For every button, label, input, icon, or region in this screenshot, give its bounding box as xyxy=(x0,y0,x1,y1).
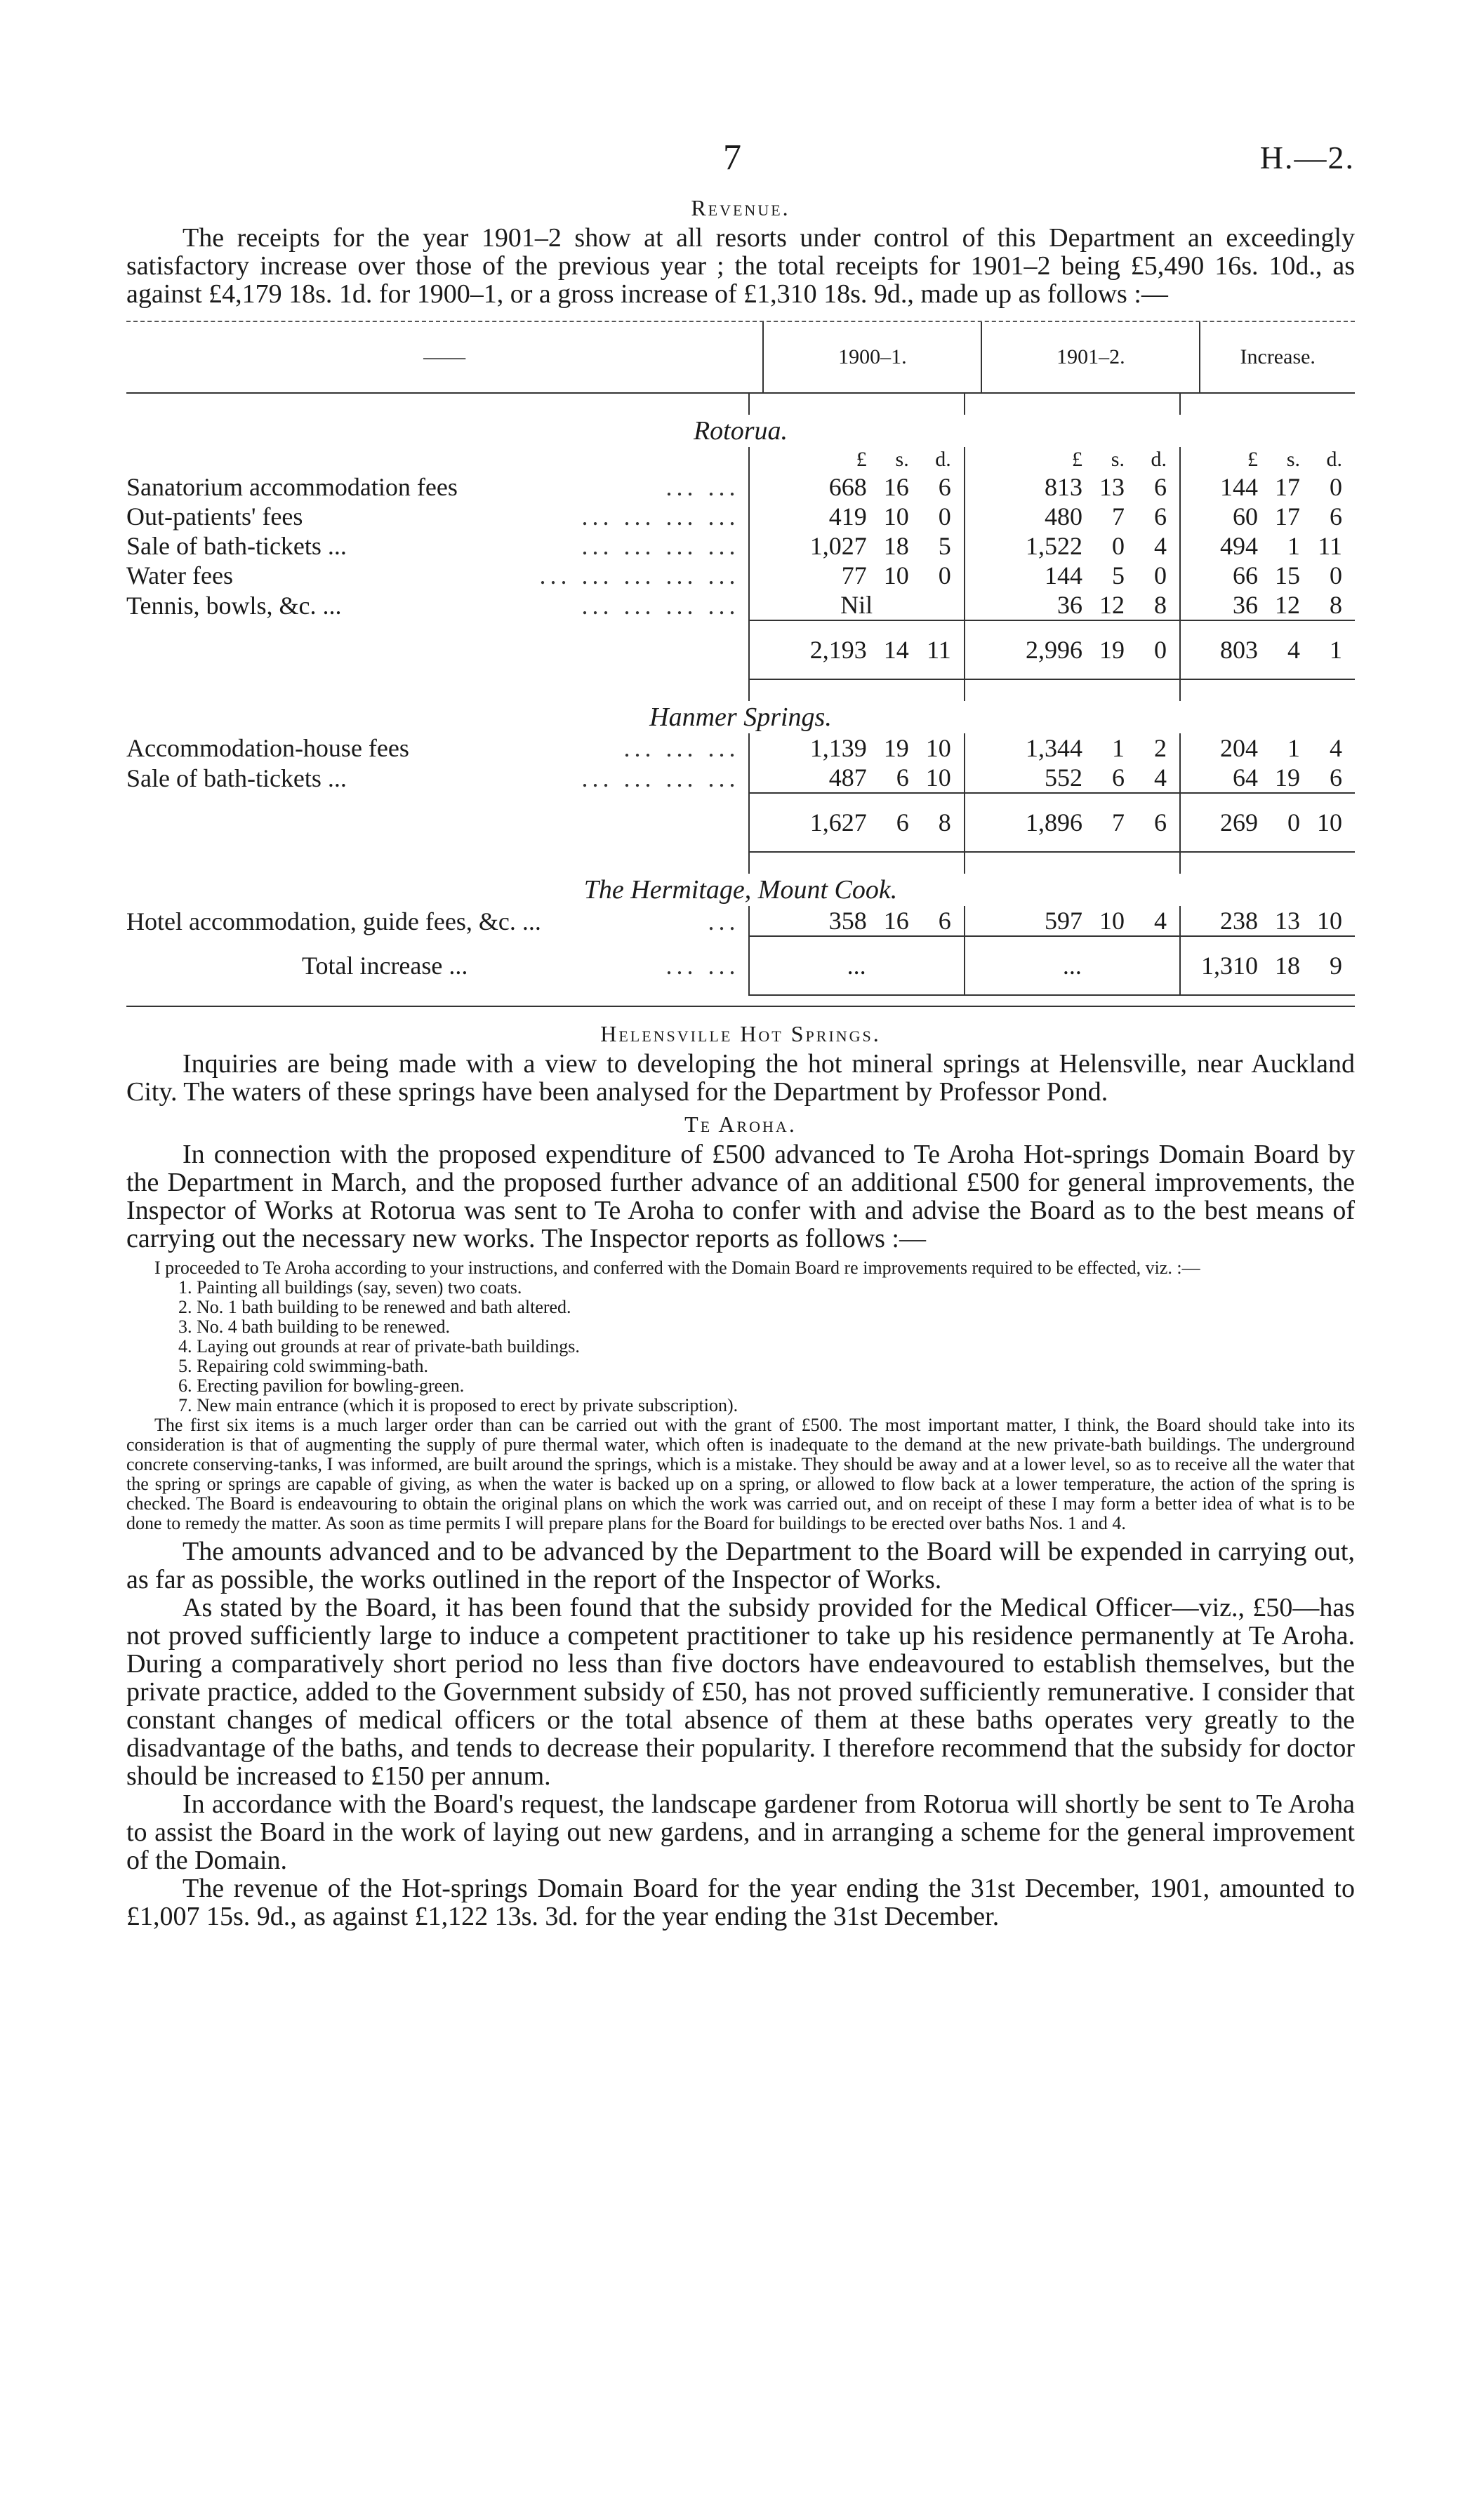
pence: 6 xyxy=(1330,764,1342,792)
amount-nil: Nil xyxy=(749,590,965,620)
row-label-text: Accommodation-house fees xyxy=(126,734,409,762)
amount xyxy=(1181,472,1355,502)
row-label xyxy=(126,763,749,793)
shillings: 16 xyxy=(883,907,909,935)
amount xyxy=(1181,733,1355,763)
header-increase: Increase. xyxy=(1200,322,1355,393)
unit-label: s. xyxy=(1286,448,1300,471)
table-row xyxy=(126,763,1355,793)
report-item: 7. New main entrance (which it is proposed to erect by private subscription). xyxy=(197,1396,1355,1415)
row-label xyxy=(126,733,749,763)
row-label-text: Sale of bath-tickets ... xyxy=(126,764,347,792)
amount xyxy=(750,635,964,665)
unit-label: s. xyxy=(1111,448,1125,471)
shillings: 7 xyxy=(1111,808,1125,836)
pence: 10 xyxy=(1317,907,1342,935)
pounds: 1,139 xyxy=(809,734,867,762)
subtotal-row xyxy=(126,793,1355,852)
pounds: 1,310 xyxy=(1201,952,1258,980)
group-title-row xyxy=(126,415,1355,447)
amount xyxy=(1181,906,1355,935)
pence: 0 xyxy=(1153,636,1167,664)
revenue-table-wrap xyxy=(126,321,1355,1007)
unit-label: £ xyxy=(1071,448,1082,471)
revenue-table-body xyxy=(126,394,1355,996)
pence: 9 xyxy=(1330,952,1342,980)
row-label-text: Out-patients' fees xyxy=(126,502,303,531)
shillings: 4 xyxy=(1287,636,1300,664)
dot-leader: ... ... xyxy=(665,952,740,980)
shillings: 12 xyxy=(1275,591,1300,619)
amount xyxy=(1181,531,1355,561)
amount xyxy=(965,906,1179,935)
shillings: 19 xyxy=(1099,636,1125,664)
shillings: 6 xyxy=(1111,764,1125,792)
shillings: 13 xyxy=(1275,907,1300,935)
empty-cell xyxy=(1180,852,1355,874)
group-title-row xyxy=(126,701,1355,733)
amount xyxy=(965,531,1179,561)
dot-leader: ... ... ... ... xyxy=(581,764,740,792)
report-body: The first six items is a much larger order than can be carried out with the grant of £500. The most important matter, I think, the Board should take into its consideration is that of augmenting the supply of pure thermal water, which often is inadequate to the demand at the new private-bath buildings. The underground concrete conserving-tanks, I was informed, are built around the springs, which is a mistake. They should be away and at a lower level, so as to receive all the water that the spring or springs are capable of giving, as when the water is backed up on a spring, or allowed to flow back at a lower temperature, the action of the spring is checked. The Board is endeavouring to obtain the original plans on which the work was carried out, and on receipt of these I may form a better idea of what is to be done to remedy the matter. As soon as time permits I will prepare plans for the Board for buildings to be erected over baths Nos. 1 and 4. xyxy=(126,1415,1355,1533)
group-title-row xyxy=(126,874,1355,906)
amount xyxy=(965,502,1179,531)
pounds: 144 xyxy=(1220,473,1258,501)
pence: 6 xyxy=(1153,473,1167,501)
page-header xyxy=(126,126,1355,189)
table-header-row xyxy=(126,322,1355,393)
row-label xyxy=(126,472,749,502)
amount xyxy=(1181,561,1355,590)
helensville-text: Inquiries are being made with a view to developing the hot mineral springs at Helensville, near Auckland City. The waters of these springs have been analysed for the Department by Professor Pond. xyxy=(126,1049,1355,1107)
table-row xyxy=(126,906,1355,936)
pence: 4 xyxy=(1330,734,1342,762)
empty-cell xyxy=(1180,394,1355,415)
pence: 6 xyxy=(1153,502,1167,531)
empty-cell xyxy=(1180,679,1355,701)
pence: 5 xyxy=(938,532,951,560)
dot-leader: ... ... ... ... xyxy=(581,591,740,620)
pence: 0 xyxy=(1330,561,1342,589)
te-aroha-paragraph: In accordance with the Board's request, the landscape gardener from Rotorua will shortly be sent to Te Aroha to assist the Board in the work of laying out new gardens, and in arranging a scheme for the general improvement of the Domain. xyxy=(126,1789,1355,1875)
header-1901: 1901–2. xyxy=(981,322,1200,393)
shillings: 7 xyxy=(1111,502,1125,531)
amount xyxy=(965,561,1179,590)
empty-cell xyxy=(749,394,965,415)
units-cell xyxy=(749,447,965,472)
unit-label: d. xyxy=(1326,448,1342,471)
shillings: 19 xyxy=(883,734,909,762)
amount xyxy=(965,472,1179,502)
empty-cell xyxy=(965,679,1180,701)
pounds: 552 xyxy=(1044,764,1082,792)
shillings: 10 xyxy=(1099,907,1125,935)
table-row xyxy=(126,590,1355,620)
pence: 8 xyxy=(1153,591,1167,619)
pence: 0 xyxy=(938,502,951,531)
pounds: 269 xyxy=(1220,808,1258,836)
row-label-text: Water fees xyxy=(126,561,233,589)
pence: 6 xyxy=(938,907,951,935)
shillings: 1 xyxy=(1287,734,1300,762)
inspector-report xyxy=(126,1258,1355,1533)
row-label-text: Total increase ... xyxy=(302,952,468,980)
report-intro: I proceeded to Te Aroha according to your instructions, and conferred with the Domain Board re improvements required to be effected, viz. :— xyxy=(154,1258,1200,1278)
empty-cell xyxy=(749,679,965,701)
te-aroha-paragraph: The amounts advanced and to be advanced by the Department to the Board will be expended in carrying out, as far as possible, the works outlined in the report of the Inspector of Works. xyxy=(126,1537,1355,1594)
pence: 6 xyxy=(1153,808,1167,836)
row-label-text: Sanatorium accommodation fees xyxy=(126,473,458,501)
amount xyxy=(1181,590,1355,620)
section-title-te-aroha: Te Aroha. xyxy=(684,1112,797,1137)
pounds: 419 xyxy=(828,502,867,531)
grand-total-row xyxy=(126,936,1355,995)
row-label-text: Tennis, bowls, &c. ... xyxy=(126,591,342,620)
amount xyxy=(965,590,1179,620)
pounds: 144 xyxy=(1044,561,1082,589)
pounds: 64 xyxy=(1233,764,1258,792)
row-label xyxy=(126,936,749,995)
amount xyxy=(750,472,964,502)
table-row xyxy=(126,561,1355,590)
revenue-intro: The receipts for the year 1901–2 show at all resorts under control of this Department an exceedingly satisfactory increase over those of the previous year ; the total receipts for 1901–2 being £5,490 16s. 10d., as against £4,179 18s. 1d. for 1900–1, or a gross increase of £1,310 18s. 9d., made up as follows :— xyxy=(126,223,1355,309)
report-items-list xyxy=(126,1278,1355,1415)
pence: 6 xyxy=(938,473,951,501)
spacer-row xyxy=(126,679,1355,701)
amount xyxy=(1181,635,1355,665)
unit-label: s. xyxy=(895,448,909,471)
page xyxy=(126,126,1355,1931)
amount xyxy=(1181,502,1355,531)
pence: 8 xyxy=(1330,591,1342,619)
dot-leader: ... ... ... ... ... xyxy=(539,561,740,589)
pence: 10 xyxy=(925,764,951,792)
dot-leader: ... ... ... ... xyxy=(581,532,740,560)
pence: 8 xyxy=(938,808,951,836)
units-cell xyxy=(965,447,1180,472)
document-reference: H.—2. xyxy=(1259,140,1355,175)
table-row xyxy=(126,472,1355,502)
header-label-col: —— xyxy=(126,322,763,393)
pounds: 480 xyxy=(1044,502,1082,531)
pounds: 1,896 xyxy=(1025,808,1082,836)
pounds: 36 xyxy=(1233,591,1258,619)
empty-cell xyxy=(749,852,965,874)
pence: 10 xyxy=(1317,808,1342,836)
units-cell xyxy=(1180,447,1355,472)
group-title: Rotorua. xyxy=(693,416,788,446)
amount xyxy=(1181,763,1355,792)
amount xyxy=(965,763,1179,792)
pounds: 487 xyxy=(828,764,867,792)
pence: 6 xyxy=(1330,502,1342,531)
pence: 4 xyxy=(1153,532,1167,560)
pence: 2 xyxy=(1153,734,1167,762)
amount xyxy=(750,808,964,837)
row-label xyxy=(126,906,749,936)
pounds: 1,522 xyxy=(1025,532,1082,560)
spacer-row xyxy=(126,394,1355,415)
shillings: 18 xyxy=(883,532,909,560)
pounds: 204 xyxy=(1220,734,1258,762)
pounds: 668 xyxy=(828,473,867,501)
unit-label: £ xyxy=(856,448,867,471)
pence: 11 xyxy=(1318,532,1342,560)
amount xyxy=(750,502,964,531)
te-aroha-paragraph: As stated by the Board, it has been found that the subsidy provided for the Medical Officer—viz., £50—has not proved sufficiently large to induce a competent practitioner to take up his residence permanently at Te Aroha. During a comparatively short period no less than five doctors have endeavoured to establish themselves, but the private practice, added to the Government subsidy of £50, has not proved sufficiently remunerative. I consider that constant changes of medical officers or the total absence of them at these baths operates very greatly to the disadvantage of the baths, and tends to decrease their popularity. I therefore recommend that the subsidy for doctor should be increased to £150 per annum. xyxy=(126,1593,1355,1791)
pence: 4 xyxy=(1153,907,1167,935)
pence: 0 xyxy=(1153,561,1167,589)
report-item: 3. No. 4 bath building to be renewed. xyxy=(197,1317,1355,1337)
row-label xyxy=(126,531,749,561)
amount xyxy=(750,531,964,561)
dot-leader: ... xyxy=(708,907,740,935)
units-row xyxy=(126,447,1355,472)
amount xyxy=(965,733,1179,763)
pounds: 66 xyxy=(1233,561,1258,589)
pounds: 36 xyxy=(1056,591,1082,619)
shillings: 10 xyxy=(883,561,909,589)
pence: 10 xyxy=(925,734,951,762)
empty-cell xyxy=(965,394,1180,415)
shillings: 10 xyxy=(883,502,909,531)
amount xyxy=(1181,951,1355,980)
row-label xyxy=(126,561,749,590)
shillings: 13 xyxy=(1099,473,1125,501)
amount xyxy=(750,763,964,792)
shillings: 6 xyxy=(896,808,909,836)
report-item: 1. Painting all buildings (say, seven) two coats. xyxy=(197,1278,1355,1298)
amount xyxy=(750,561,964,590)
spacer-row xyxy=(126,852,1355,874)
pounds: 597 xyxy=(1044,907,1082,935)
shillings: 5 xyxy=(1111,561,1125,589)
table-row xyxy=(126,502,1355,531)
table-bottom-rule xyxy=(126,1006,1355,1007)
pounds: 1,027 xyxy=(809,532,867,560)
pence: 0 xyxy=(1330,473,1342,501)
pounds: 1,344 xyxy=(1025,734,1082,762)
amount xyxy=(965,635,1179,665)
report-item: 2. No. 1 bath building to be renewed and bath altered. xyxy=(197,1298,1355,1317)
report-item: 4. Laying out grounds at rear of private-bath buildings. xyxy=(197,1337,1355,1356)
te-aroha-paragraph: The revenue of the Hot-springs Domain Board for the year ending the 31st December, 1901, amounted to £1,007 15s. 9d., as against £1,122 13s. 3d. for the year ending the 31st December. xyxy=(126,1874,1355,1931)
amount xyxy=(750,906,964,935)
shillings: 0 xyxy=(1287,808,1300,836)
group-title: Hanmer Springs. xyxy=(649,702,832,732)
unit-label: d. xyxy=(935,448,951,471)
row-label-text: Sale of bath-tickets ... xyxy=(126,532,347,560)
pounds: 803 xyxy=(1220,636,1258,664)
pounds: 1,627 xyxy=(809,808,867,836)
row-label xyxy=(126,590,749,620)
shillings: 16 xyxy=(883,473,909,501)
amount xyxy=(750,733,964,763)
unit-label: £ xyxy=(1247,448,1258,471)
amount xyxy=(965,808,1179,837)
unit-label: d. xyxy=(1151,448,1167,471)
group-title: The Hermitage, Mount Cook. xyxy=(583,875,898,905)
amount xyxy=(1181,808,1355,837)
report-item: 6. Erecting pavilion for bowling-green. xyxy=(197,1376,1355,1396)
revenue-table xyxy=(126,322,1355,394)
shillings: 14 xyxy=(883,636,909,664)
empty-cell xyxy=(965,852,1180,874)
table-row xyxy=(126,531,1355,561)
shillings: 18 xyxy=(1275,952,1300,980)
section-title-revenue: Revenue. xyxy=(691,195,790,220)
header-1900: 1900–1. xyxy=(763,322,981,393)
pounds: 77 xyxy=(841,561,867,589)
shillings: 6 xyxy=(896,764,909,792)
shillings: 17 xyxy=(1275,502,1300,531)
shillings: 1 xyxy=(1111,734,1125,762)
table-row xyxy=(126,733,1355,763)
pounds: 60 xyxy=(1233,502,1258,531)
pounds: 238 xyxy=(1220,907,1258,935)
page-number: 7 xyxy=(723,138,741,178)
pence: 4 xyxy=(1153,764,1167,792)
subtotal-row xyxy=(126,620,1355,679)
row-label-text: Hotel accommodation, guide fees, &c. ... xyxy=(126,907,541,935)
pounds: 2,996 xyxy=(1025,636,1082,664)
dot-leader: ... ... ... xyxy=(623,734,740,762)
pence: 1 xyxy=(1330,636,1342,664)
pounds: 494 xyxy=(1220,532,1258,560)
dot-leader: ... ... ... ... xyxy=(581,502,740,531)
dot-leader: ... ... xyxy=(665,473,740,501)
pounds: 2,193 xyxy=(809,636,867,664)
te-aroha-paragraphs xyxy=(126,1538,1355,1931)
shillings: 19 xyxy=(1275,764,1300,792)
shillings: 15 xyxy=(1275,561,1300,589)
report-item: 5. Repairing cold swimming-bath. xyxy=(197,1356,1355,1376)
pence: 11 xyxy=(927,636,951,664)
pounds: 358 xyxy=(828,907,867,935)
shillings: 17 xyxy=(1275,473,1300,501)
shillings: 0 xyxy=(1111,532,1125,560)
pounds: 813 xyxy=(1044,473,1082,501)
pence: 0 xyxy=(938,561,951,589)
shillings: 12 xyxy=(1099,591,1125,619)
te-aroha-intro: In connection with the proposed expenditure of £500 advanced to Te Aroha Hot-springs Domain Board by the Department in March, and the proposed further advance of an additional £500 for general improvements, the Inspector of Works at Rotorua was sent to Te Aroha to confer with and advise the Board as to the best means of carrying out the necessary new works. The Inspector reports as follows :— xyxy=(126,1140,1355,1253)
row-label xyxy=(126,502,749,531)
amount-nil: ... xyxy=(749,936,965,995)
amount-nil: ... xyxy=(965,936,1180,995)
section-title-helensville: Helensville Hot Springs. xyxy=(600,1021,881,1046)
shillings: 1 xyxy=(1287,532,1300,560)
